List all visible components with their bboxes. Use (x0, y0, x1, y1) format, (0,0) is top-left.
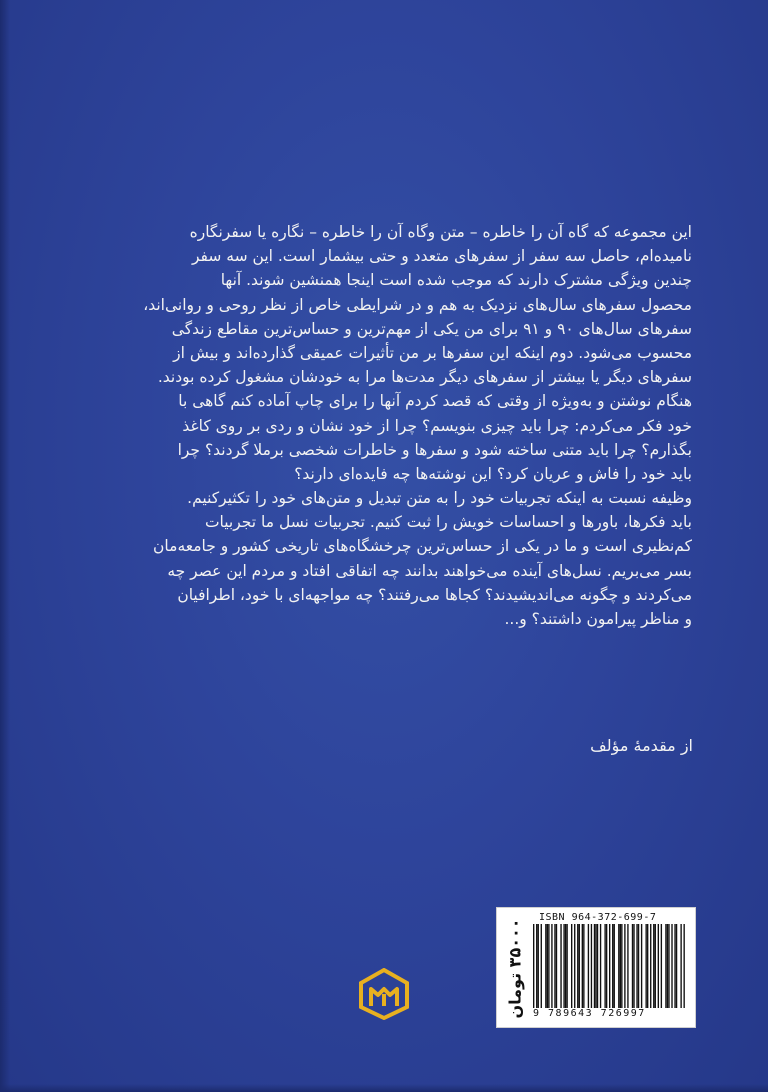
barcode-label (496, 907, 696, 1028)
price-text: ۳۵۰۰۰ تومان (505, 917, 525, 1019)
blurb-line: خود فکر می‌کردم: چرا باید چیزی بنویسم؟ چرا از خود نشان و ردی بر روی کاغذ (182, 416, 692, 435)
blurb-text (98, 220, 692, 631)
barcode-icon (533, 924, 685, 1008)
blurb-line: باید فکرها، باورها و احساسات خویش را ثبت کنیم. تجربیات نسل ما تجربیات (204, 513, 692, 532)
blurb-line: می‌کردند و چگونه می‌اندیشیدند؟ کجاها می‌رفتند؟ چه مواجهه‌ای با خود، اطرافیان (177, 585, 692, 604)
barcode-number: 9 789643 726997 (533, 1008, 646, 1019)
publisher-logo-icon (358, 968, 410, 1020)
blurb-line: و مناظر پیرامون داشتند؟ و... (504, 610, 692, 628)
blurb-line: چندین ویژگی مشترک دارند که موجب شده است اینجا همنشین شوند. آنها (220, 271, 692, 290)
blurb-line: کم‌نظیری است و ما در یکی از حساس‌ترین چرخشگاه‌های تاریخی کشور و جامعه‌مان (153, 537, 692, 556)
cover-bottom-edge (0, 1084, 768, 1092)
blurb-line: بسر می‌بریم. نسل‌های آینده می‌خواهند بدانند چه اتفاقی افتاد و مردم این عصر چه (167, 561, 692, 580)
blurb-line: سفرهای دیگر یا بیشتر از سفرهای دیگر مدت‌ها مرا به خودشان مشغول کرده بودند. (157, 368, 692, 387)
blurb-line: سفرهای سال‌های ۹۰ و ۹۱ برای من یکی از مهم‌ترین و حساس‌ترین مقاطع زندگی (171, 319, 692, 338)
attribution-text: از مقدمهٔ مؤلف (590, 736, 693, 755)
price-label (501, 918, 529, 1018)
blurb-line: وظیفه نسبت به اینکه تجربیات خود را به متن تبدیل و متن‌های خود را تکثیرکنیم. (187, 489, 692, 508)
cover-left-edge (0, 0, 10, 1092)
blurb-line: بگذارم؟ چرا باید متنی ساخته شود و سفرها و خاطرات شخصی برملا گردند؟ چرا (177, 440, 692, 459)
blurb-line: هنگام نوشتن و به‌ویژه از وقتی که قصد کردم آنها را برای چاپ آماده کنم گاهی با (178, 392, 692, 411)
isbn-text: ISBN 964-372-699-7 (539, 912, 657, 923)
blurb-line: باید خود را فاش و عریان کرد؟ این نوشته‌ها چه فایده‌ای دارند؟ (294, 464, 692, 483)
blurb-line: محسوب می‌شود. دوم اینکه این سفرها بر من تأثیرات عمیقی گذارده‌اند و بیش از (173, 343, 692, 362)
blurb-line: محصول سفرهای سال‌های نزدیک به هم و در شرایطی خاص از نظر روحی و روانی‌اند، (143, 295, 692, 314)
blurb-line: این مجموعه که گاه آن را خاطره – متن وگاه آن را خاطره – نگاره یا سفرنگاره (189, 223, 692, 241)
blurb-line: نامیده‌ام، حاصل سه سفر از سفرهای متعدد و حتی بیشمار است. این سه سفر (192, 247, 692, 266)
